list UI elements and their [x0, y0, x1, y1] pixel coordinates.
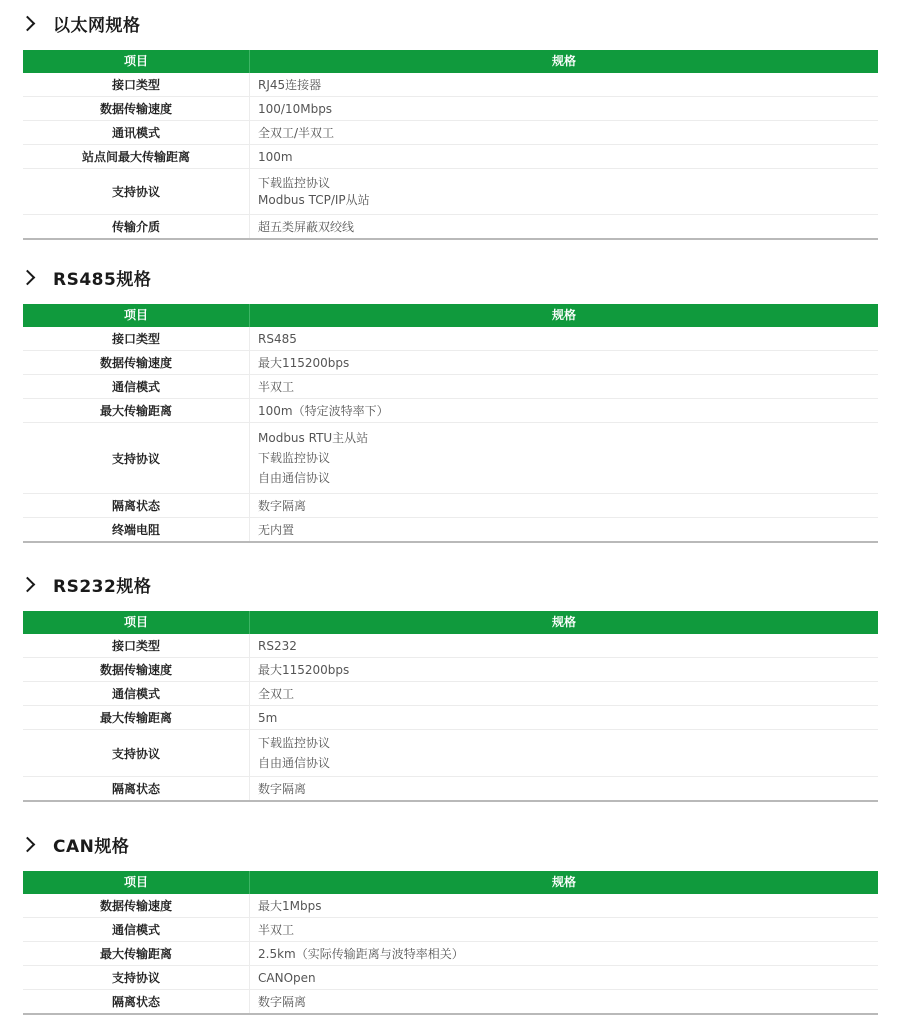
- row-spec: [249, 215, 878, 238]
- row-spec: [249, 990, 878, 1013]
- row-item: 数据传输速度: [99, 663, 172, 677]
- row-spec: [249, 942, 878, 965]
- spec-table: [23, 871, 878, 1015]
- row-item: 隔离状态: [111, 782, 160, 796]
- header-item: 项目: [123, 308, 148, 322]
- table-row: [23, 327, 878, 351]
- header-spec: 规格: [249, 304, 878, 327]
- spec-line: 下载监控协议: [258, 451, 331, 465]
- chevron-right-icon: [20, 836, 36, 852]
- row-item: 最大传输距离: [99, 404, 172, 418]
- row-spec: [249, 169, 878, 214]
- header-item: 项目: [123, 54, 148, 68]
- section-title: 以太网规格: [53, 15, 141, 36]
- row-item: 通讯模式: [111, 126, 160, 140]
- table-row: [23, 423, 878, 494]
- chevron-right-icon: [20, 15, 36, 31]
- table-row: [23, 518, 878, 541]
- row-item: 通信模式: [111, 687, 160, 701]
- table-header: [23, 871, 878, 894]
- header-spec: 规格: [249, 611, 878, 634]
- spec-line: Modbus RTU主从站: [258, 431, 369, 445]
- row-spec: [249, 634, 878, 657]
- row-spec: [249, 351, 878, 374]
- section-title: RS232规格: [53, 576, 152, 597]
- row-item: 通信模式: [111, 380, 160, 394]
- row-item: 支持协议: [111, 185, 160, 199]
- table-row: [23, 215, 878, 238]
- header-item: 项目: [123, 875, 148, 889]
- row-item: 隔离状态: [111, 499, 160, 513]
- row-spec: [249, 777, 878, 800]
- row-item: 终端电阻: [111, 523, 160, 537]
- spec-line: 最大115200bps: [258, 355, 350, 370]
- row-item: 最大传输距离: [99, 947, 172, 961]
- spec-line: RJ45连接器: [258, 77, 322, 92]
- spec-line: 数字隔离: [258, 498, 307, 513]
- chevron-right-icon: [20, 269, 36, 285]
- row-spec: [249, 399, 878, 422]
- table-row: [23, 375, 878, 399]
- row-item: 支持协议: [111, 451, 160, 466]
- section-heading: [20, 571, 151, 597]
- table-header: [23, 304, 878, 327]
- spec-line: 自由通信协议: [258, 756, 331, 770]
- spec-line: 无内置: [258, 522, 295, 537]
- row-spec: [249, 327, 878, 350]
- table-header: [23, 611, 878, 634]
- row-item: 支持协议: [111, 746, 160, 761]
- row-item: 最大传输距离: [99, 711, 172, 725]
- row-spec: [249, 730, 878, 776]
- row-spec: [249, 121, 878, 144]
- row-spec: [249, 494, 878, 517]
- row-spec: [249, 73, 878, 96]
- table-row: [23, 918, 878, 942]
- row-item: 支持协议: [111, 971, 160, 985]
- row-spec: [249, 145, 878, 168]
- table-row: [23, 121, 878, 145]
- table-row: [23, 169, 878, 215]
- table-row: [23, 145, 878, 169]
- table-row: [23, 942, 878, 966]
- row-item: 接口类型: [111, 78, 160, 92]
- spec-line: Modbus TCP/IP从站: [258, 192, 370, 207]
- table-row: [23, 682, 878, 706]
- row-spec: [249, 966, 878, 989]
- spec-table: [23, 304, 878, 543]
- spec-line: 5m: [258, 710, 278, 725]
- table-row: [23, 494, 878, 518]
- table-row: [23, 966, 878, 990]
- table-row: [23, 730, 878, 777]
- spec-table: [23, 611, 878, 802]
- header-spec: 规格: [249, 50, 878, 73]
- row-spec: [249, 918, 878, 941]
- row-spec: [249, 894, 878, 917]
- table-row: [23, 97, 878, 121]
- spec-line: 半双工: [258, 379, 295, 394]
- spec-line: 最大115200bps: [258, 662, 350, 677]
- table-row: [23, 73, 878, 97]
- spec-line: 2.5km（实际传输距离与波特率相关）: [258, 946, 464, 961]
- row-spec: [249, 97, 878, 120]
- spec-line: 100/10Mbps: [258, 101, 333, 116]
- row-item: 接口类型: [111, 639, 160, 653]
- section-title: CAN规格: [53, 836, 130, 857]
- row-item: 数据传输速度: [99, 899, 172, 913]
- spec-line: CANOpen: [258, 970, 316, 985]
- spec-line: 超五类屏蔽双绞线: [258, 219, 355, 234]
- row-spec: [249, 658, 878, 681]
- spec-line: 全双工/半双工: [258, 125, 335, 140]
- spec-line: 下载监控协议: [258, 736, 331, 750]
- header-spec: 规格: [249, 871, 878, 894]
- spec-line: RS232: [258, 638, 297, 653]
- spec-line: 数字隔离: [258, 781, 307, 796]
- table-row: [23, 634, 878, 658]
- section-heading: [20, 10, 141, 36]
- row-item: 数据传输速度: [99, 102, 172, 116]
- spec-line: 最大1Mbps: [258, 898, 322, 913]
- row-item: 接口类型: [111, 332, 160, 346]
- table-row: [23, 351, 878, 375]
- row-spec: [249, 375, 878, 398]
- table-header: [23, 50, 878, 73]
- table-row: [23, 894, 878, 918]
- spec-line: 数字隔离: [258, 994, 307, 1009]
- spec-line: RS485: [258, 331, 297, 346]
- header-item: 项目: [123, 615, 148, 629]
- chevron-right-icon: [20, 576, 36, 592]
- row-spec: [249, 518, 878, 541]
- table-row: [23, 777, 878, 800]
- spec-line: 100m: [258, 149, 293, 164]
- row-item: 隔离状态: [111, 995, 160, 1009]
- row-spec: [249, 706, 878, 729]
- spec-line: 全双工: [258, 686, 295, 701]
- section-heading: [20, 831, 129, 857]
- table-row: [23, 706, 878, 730]
- section-heading: [20, 264, 151, 290]
- row-item: 通信模式: [111, 923, 160, 937]
- section-title: RS485规格: [53, 269, 152, 290]
- spec-line: 半双工: [258, 922, 295, 937]
- table-row: [23, 658, 878, 682]
- row-item: 数据传输速度: [99, 356, 172, 370]
- row-item: 站点间最大传输距离: [81, 150, 190, 164]
- table-row: [23, 990, 878, 1013]
- spec-line: 下载监控协议: [258, 175, 331, 190]
- row-spec: [249, 682, 878, 705]
- row-spec: [249, 423, 878, 493]
- spec-line: 自由通信协议: [258, 471, 331, 485]
- spec-line: 100m（特定波特率下）: [258, 403, 389, 418]
- spec-table: [23, 50, 878, 240]
- table-row: [23, 399, 878, 423]
- row-item: 传输介质: [111, 220, 160, 234]
